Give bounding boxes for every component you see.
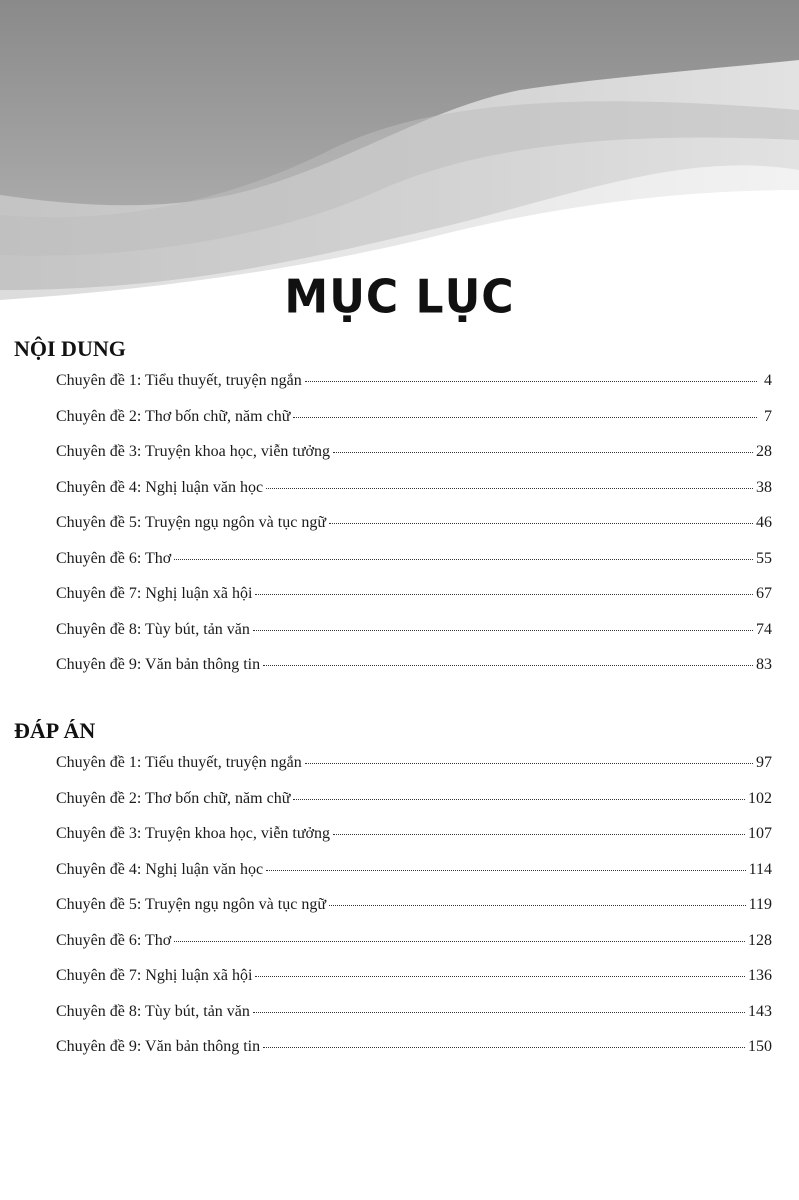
toc-entry-label: Chuyên đề 3: Truyện khoa học, viễn tưởng bbox=[56, 443, 330, 460]
toc-entry-label: Chuyên đề 7: Nghị luận xã hội bbox=[56, 967, 253, 984]
toc-entry[interactable] bbox=[56, 754, 772, 790]
toc-entry[interactable] bbox=[56, 896, 772, 932]
toc-entry-page: 74 bbox=[756, 620, 772, 638]
dot-leader bbox=[329, 523, 753, 524]
toc-entry[interactable] bbox=[56, 1003, 772, 1039]
toc-entry-label: Chuyên đề 1: Tiểu thuyết, truyện ngắn bbox=[56, 754, 302, 771]
toc-entry[interactable] bbox=[56, 967, 772, 1003]
toc-entry-page: 28 bbox=[756, 443, 772, 460]
toc-entry[interactable] bbox=[56, 656, 772, 692]
toc-entry-label: Chuyên đề 3: Truyện khoa học, viễn tưởng bbox=[56, 825, 330, 842]
section-heading: NỘI DUNG bbox=[14, 336, 126, 361]
toc-entry[interactable] bbox=[56, 408, 772, 444]
dot-leader bbox=[253, 630, 753, 631]
dot-leader bbox=[305, 381, 757, 382]
toc-entry[interactable] bbox=[56, 550, 772, 586]
dot-leader bbox=[333, 452, 753, 453]
toc-entry-page: 67 bbox=[756, 585, 772, 602]
dot-leader bbox=[263, 665, 753, 666]
toc-entry-page: 128 bbox=[748, 931, 772, 949]
toc-entry-label: Chuyên đề 9: Văn bản thông tin bbox=[56, 1038, 261, 1055]
toc-entry-page: 114 bbox=[748, 860, 772, 878]
header-wave-decoration bbox=[0, 0, 799, 300]
toc-entry-label: Chuyên đề 1: Tiểu thuyết, truyện ngắn bbox=[56, 372, 302, 389]
toc-entry-page: 107 bbox=[748, 825, 772, 842]
page-title: MỤC LỤC bbox=[284, 270, 515, 325]
dot-leader bbox=[253, 1012, 745, 1013]
toc-entry-label: Chuyên đề 7: Nghị luận xã hội bbox=[56, 585, 253, 602]
toc-entry-label: Chuyên đề 2: Thơ bốn chữ, năm chữ bbox=[56, 789, 291, 807]
dot-leader bbox=[329, 905, 746, 906]
toc-entry-page: 7 bbox=[764, 407, 772, 425]
dot-leader bbox=[255, 976, 745, 977]
toc-entry-label: Chuyên đề 8: Tùy bút, tản văn bbox=[56, 620, 250, 638]
toc-entry[interactable] bbox=[56, 443, 772, 479]
toc-entry-label: Chuyên đề 2: Thơ bốn chữ, năm chữ bbox=[56, 407, 291, 425]
toc-entry-label: Chuyên đề 4: Nghị luận văn học bbox=[56, 478, 264, 496]
toc-entry[interactable] bbox=[56, 790, 772, 826]
toc-entry-label: Chuyên đề 5: Truyện ngụ ngôn và tục ngữ bbox=[56, 514, 326, 531]
dot-leader bbox=[255, 594, 753, 595]
dot-leader bbox=[333, 834, 745, 835]
dot-leader bbox=[293, 799, 745, 800]
toc-entry-label: Chuyên đề 6: Thơ bbox=[56, 931, 172, 949]
toc-entry-page: 150 bbox=[748, 1038, 772, 1055]
dot-leader bbox=[263, 1047, 745, 1048]
toc-entry-page: 119 bbox=[748, 896, 772, 913]
toc-list bbox=[56, 754, 772, 1074]
toc-entry-page: 4 bbox=[764, 372, 772, 389]
toc-entry-label: Chuyên đề 9: Văn bản thông tin bbox=[56, 656, 261, 673]
toc-entry-page: 97 bbox=[756, 754, 772, 771]
toc-entry-page: 102 bbox=[748, 789, 772, 807]
toc-entry[interactable] bbox=[56, 372, 772, 408]
dot-leader bbox=[174, 941, 745, 942]
toc-entry-page: 143 bbox=[748, 1002, 772, 1020]
section-heading: ĐÁP ÁN bbox=[14, 718, 96, 743]
toc-entry[interactable] bbox=[56, 861, 772, 897]
toc-entry-page: 136 bbox=[748, 967, 772, 984]
dot-leader bbox=[174, 559, 753, 560]
toc-entry-page: 55 bbox=[756, 549, 772, 567]
toc-entry[interactable] bbox=[56, 479, 772, 515]
toc-entry[interactable] bbox=[56, 1038, 772, 1074]
toc-entry-label: Chuyên đề 8: Tùy bút, tản văn bbox=[56, 1002, 250, 1020]
toc-entry-label: Chuyên đề 6: Thơ bbox=[56, 549, 172, 567]
toc-entry[interactable] bbox=[56, 825, 772, 861]
toc-entry[interactable] bbox=[56, 514, 772, 550]
toc-entry[interactable] bbox=[56, 585, 772, 621]
dot-leader bbox=[305, 763, 753, 764]
toc-list bbox=[56, 372, 772, 692]
toc-entry-label: Chuyên đề 4: Nghị luận văn học bbox=[56, 860, 264, 878]
dot-leader bbox=[266, 488, 753, 489]
toc-entry[interactable] bbox=[56, 932, 772, 968]
toc-entry-page: 46 bbox=[756, 514, 772, 531]
dot-leader bbox=[293, 417, 757, 418]
toc-entry[interactable] bbox=[56, 621, 772, 657]
toc-entry-page: 83 bbox=[756, 656, 772, 673]
toc-entry-page: 38 bbox=[756, 478, 772, 496]
toc-entry-label: Chuyên đề 5: Truyện ngụ ngôn và tục ngữ bbox=[56, 896, 326, 913]
dot-leader bbox=[266, 870, 746, 871]
